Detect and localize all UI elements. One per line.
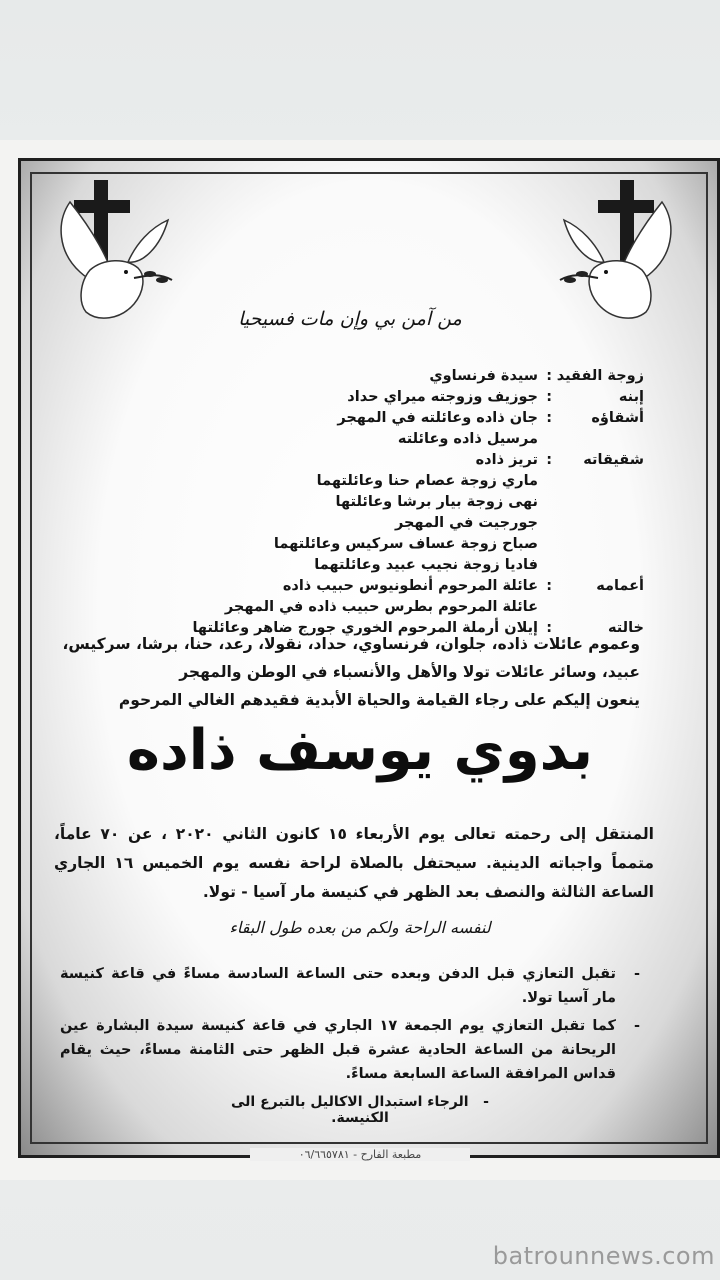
colon-separator: : [546, 410, 552, 426]
family-row [0, 494, 720, 516]
family-member: صباح زوجة عساف سركيس وعائلتهما [273, 536, 538, 552]
family-row [0, 536, 720, 558]
family-row [0, 515, 720, 537]
family-row [0, 410, 720, 432]
condolence-item [60, 962, 640, 1010]
family-member: مرسيل ذاده وعائلته [397, 431, 538, 447]
death-details: المنتقل إلى رحمته تعالى يوم الأربعاء ١٥ كانون الثاني ٢٠٢٠ ، عن ٧٠ عاماً، متمماً واجباته الدينية. سيحتفل بالصلاة لراحة نفسه يوم الخميس ١٦ الجاري الساعة الثالثة والنصف بعد الظهر في كنيسة مار آسيا - تولا. [54, 825, 655, 901]
dash-bullet: - [633, 1018, 640, 1034]
family-label: أعمامه [596, 578, 644, 594]
family-member: فاديا زوجة نجيب عبيد وعائلتهما [314, 557, 538, 573]
family-label: إبنه [618, 389, 644, 405]
family-member: تريز ذاده [475, 452, 538, 468]
family-label: أشقاؤه [591, 410, 644, 426]
family-member: ماري زوجة عصام حنا وعائلتهما [316, 473, 538, 489]
family-member: عائلة المرحوم أنطونيوس حبيب ذاده [282, 578, 538, 594]
family-label: زوجة الفقيد [556, 368, 644, 384]
family-member: نهى زوجة بيار برشا وعائلتها [335, 494, 538, 510]
printer-credit: مطبعة الفارح - ٠٦/٦٦٥٧٨١ [250, 1148, 470, 1161]
family-member: جان ذاده وعائلته في المهجر [337, 410, 538, 426]
colon-separator: : [546, 578, 552, 594]
verse-heading: من آمن بي وإن مات فسيحيا [238, 308, 462, 330]
condolence-text: كما تقبل التعازي يوم الجمعة ١٧ الجاري في قاعة كنيسة سيدة البشارة عين الريحانة من الساعة الحادية عشرة قبل الظهر حتى الثامنة مساءً، حيث يقام قداس المرافقة الساعة السابعة مساءً. [60, 1018, 616, 1082]
family-member: جورجيت في المهجر [394, 515, 538, 531]
deceased-name: بدوي يوسف ذاده [126, 718, 594, 783]
condolence-list [60, 962, 640, 1090]
family-row [0, 452, 720, 474]
colon-separator: : [546, 620, 552, 636]
family-row [0, 473, 720, 495]
family-member: عائلة المرحوم بطرس حبيب ذاده في المهجر [224, 599, 538, 615]
dash-bullet: - [468, 1094, 489, 1110]
wreath-note: - الرجاء استبدال الاكاليل بالتبرع الى الكنيسة. [230, 1094, 489, 1126]
family-row [0, 368, 720, 390]
family-row [0, 599, 720, 621]
family-row [0, 431, 720, 453]
colon-separator: : [546, 389, 552, 405]
prayer-line: لنفسه الراحة ولكم من بعده طول البقاء [229, 918, 491, 937]
families-line-2: عبيد، وسائر عائلات تولا والأهل والأنسباء في الوطن والمهجر [179, 663, 640, 681]
family-member: إيلان أرملة المرحوم الخوري جورج ضاهر وعائلتها [192, 620, 538, 636]
family-label: خالته [607, 620, 644, 636]
family-member: سيدة فرنساوي [429, 368, 538, 384]
dove-cross-icon [50, 172, 180, 352]
dash-bullet: - [633, 966, 640, 982]
family-row [0, 557, 720, 579]
colon-separator: : [546, 452, 552, 468]
announcement-line: ينعون إليكم على رجاء القيامة والحياة الأبدية فقيدهم الغالي المرحوم [118, 691, 640, 709]
condolence-item [60, 1014, 640, 1086]
condolence-text: تقبل التعازي قبل الدفن وبعده حتى الساعة السادسة مساءً في قاعة كنيسة مار آسيا تولا. [60, 966, 616, 1006]
dove-cross-icon [552, 172, 682, 352]
family-row [0, 578, 720, 600]
family-label: شقيقاته [583, 452, 644, 468]
families-line-1: وعموم عائلات ذاده، جلوان، فرنساوي، حداد، نقولا، رعد، حنا، برشا، سركيس، [62, 635, 640, 653]
family-member: جوزيف وزوجته ميراي حداد [347, 389, 538, 405]
site-watermark: batrounnews.com [492, 1242, 715, 1270]
colon-separator: : [546, 368, 552, 384]
family-row [0, 389, 720, 411]
